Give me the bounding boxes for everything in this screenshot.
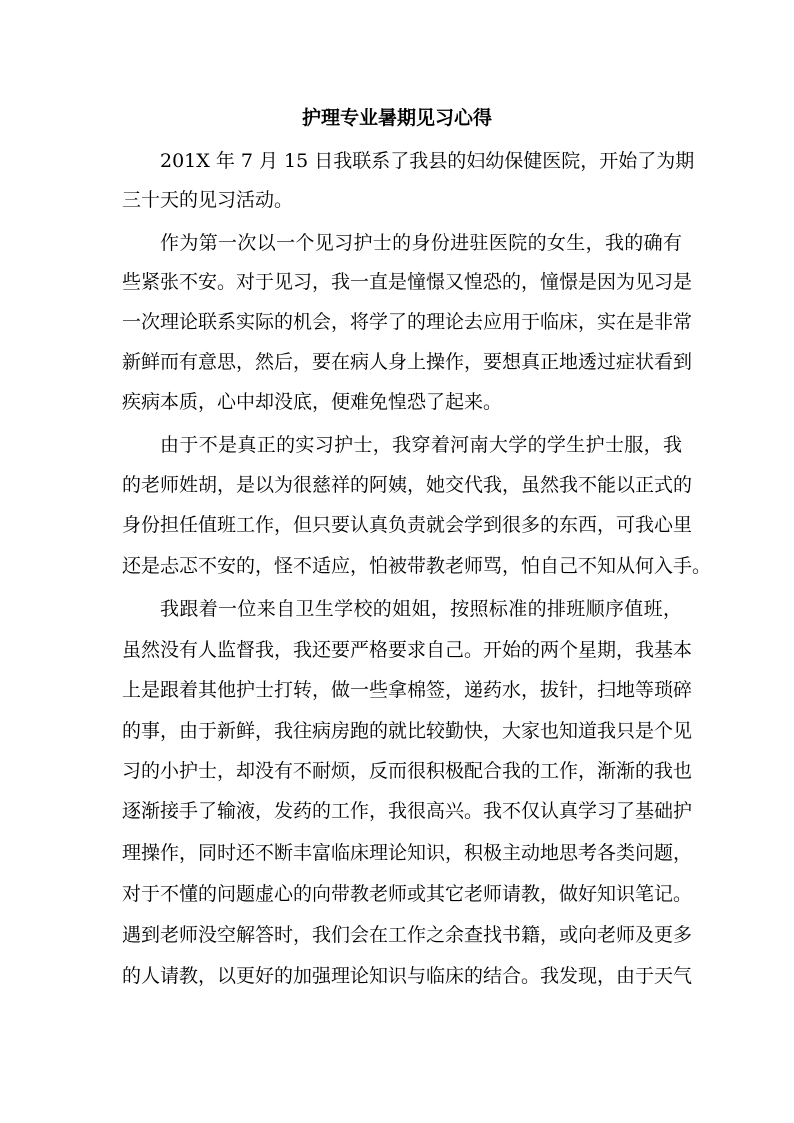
paragraph-3-line-3: 身份担任值班工作，但只要认真负责就会学到很多的东西，可我心里: [122, 514, 693, 536]
paragraph-4-line-8: 对于不懂的问题虚心的向带教老师或其它老师请教，做好知识笔记。: [122, 883, 693, 905]
paragraph-4-line-9: 遇到老师没空解答时，我们会在工作之余查找书籍，或向老师及更多: [122, 924, 693, 946]
paragraph-2-line-2: 些紧张不安。对于见习，我一直是憧憬又惶恐的，憧憬是因为见习是: [122, 271, 693, 293]
paragraph-4-line-2: 虽然没有人监督我，我还要严格要求自己。开始的两个星期，我基本: [122, 639, 693, 661]
paragraph-4-line-10: 的人请教，以更好的加强理论知识与临床的结合。我发现，由于天气: [122, 965, 693, 987]
paragraph-4-line-3: 上是跟着其他护士打转，做一些拿棉签，递药水，拔针，扫地等琐碎: [122, 679, 693, 701]
paragraph-1-line-1: 201X 年 7 月 15 日我联系了我县的妇幼保健医院，开始了为期: [160, 150, 695, 172]
paragraph-3-line-4: 还是忐忑不安的，怪不适应，怕被带教老师骂，怕自己不知从何入手。: [122, 555, 712, 577]
paragraph-2-line-3: 一次理论联系实际的机会，将学了的理论去应用于临床，实在是非常: [122, 311, 693, 333]
paragraph-3-line-2: 的老师姓胡，是以为很慈祥的阿姨，她交代我，虽然我不能以正式的: [122, 474, 693, 496]
paragraph-4-line-6: 逐渐接手了输液，发药的工作，我很高兴。我不仅认真学习了基础护: [122, 800, 693, 822]
paragraph-4-line-1: 我跟着一位来自卫生学校的姐姐，按照标准的排班顺序值班，: [160, 598, 682, 620]
paragraph-2-line-4: 新鲜而有意思，然后，要在病人身上操作，要想真正地透过症状看到: [122, 351, 693, 373]
paragraph-1-line-2: 三十天的见习活动。: [122, 189, 294, 211]
paragraph-2-line-5: 疾病本质，心中却没底，便难免惶恐了起来。: [122, 391, 503, 413]
paragraph-4-line-5: 习的小护士，却没有不耐烦，反而很积极配合我的工作，渐渐的我也: [122, 760, 693, 782]
paragraph-4-line-7: 理操作，同时还不断丰富临床理论知识，积极主动地思考各类问题，: [122, 842, 693, 864]
document-title: 护理专业暑期见习心得: [301, 107, 492, 129]
paragraph-2-line-1: 作为第一次以一个见习护士的身份进驻医院的女生，我的确有: [160, 232, 682, 254]
paragraph-4-line-4: 的事，由于新鲜，我往病房跑的就比较勤快，大家也知道我只是个见: [122, 720, 693, 742]
paragraph-3-line-1: 由于不是真正的实习护士，我穿着河南大学的学生护士服，我: [160, 434, 682, 456]
